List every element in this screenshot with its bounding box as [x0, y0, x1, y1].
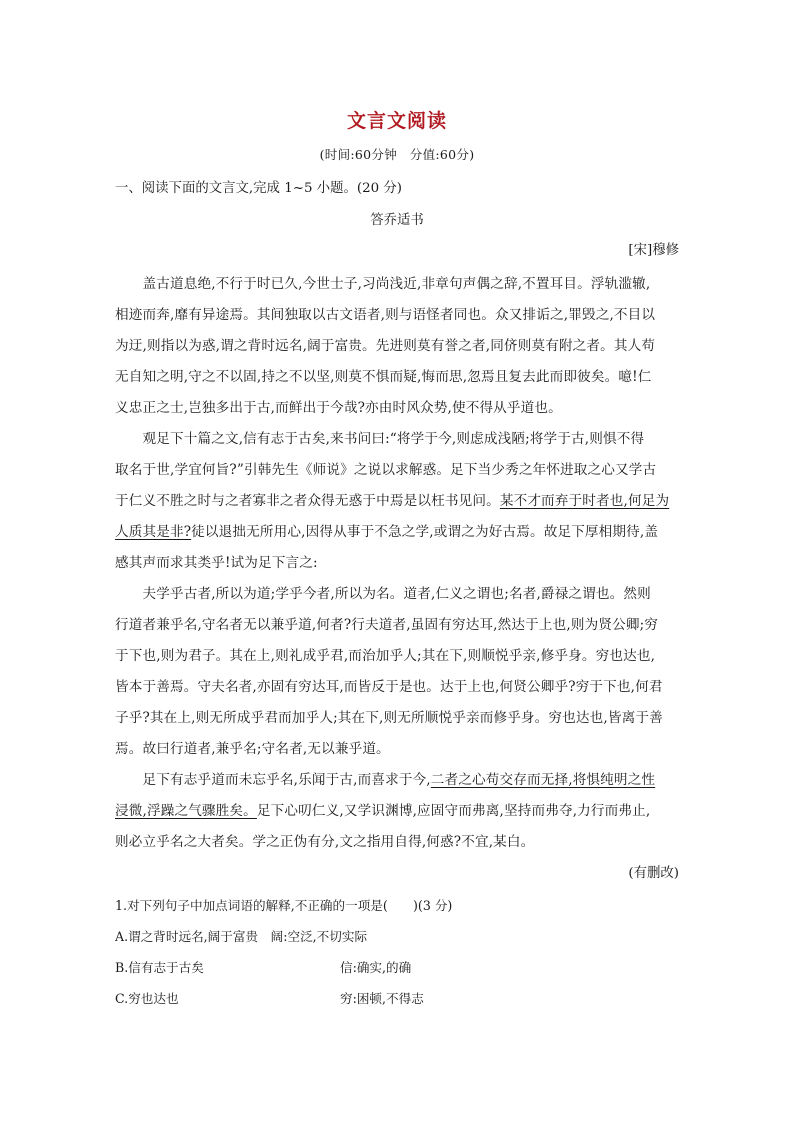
passage-line: 夫学乎古者,所以为道;学乎今者,所以为名。道者,仁义之谓也;名者,爵禄之谓也。然则: [115, 586, 651, 602]
passage-line: 盖古道息绝,不行于时已久,今世士子,习尚浅近,非章句声偶之辞,不置耳目。浮轨滥辙,: [115, 276, 651, 292]
passage-line: 皆本于善焉。守夫名者,亦固有穷达耳,而皆反于是也。达于上也,何贤公卿乎?穷于下也,何君: [115, 679, 663, 695]
passage-line: 感其声而求其类乎!试为足下言之:: [115, 555, 318, 571]
passage-text: 足下有志乎道而未忘乎名,乐闻于古,而喜求于今,: [115, 772, 431, 788]
passage-line: [115, 489, 669, 509]
passage-line: 义忠正之士,岂独多出于古,而鲜出于今哉?亦由时风众势,使不得从乎道也。: [115, 400, 562, 416]
passage-line: 观足下十篇之文,信有志于古矣,来书问曰:“将学于今,则虑成浅陋;将学于古,则惧不得: [115, 431, 645, 447]
passage-line: [115, 799, 650, 819]
page-title: 文言文阅读: [346, 110, 447, 132]
passage-line: 行道者兼乎名,守名者无以兼乎道,何者?行夫道者,虽固有穷达耳,然达于上也,则为贤公卿;穷: [115, 617, 659, 633]
passage-line: 子乎?其在上,则无所成乎君而加乎人;其在下,则无所顺悦乎亲而修乎身。穷也达也,皆离于善: [115, 710, 663, 726]
essay-author: [宋]穆修: [628, 243, 679, 258]
option-c-explain: 穷:困顿,不得志: [340, 991, 424, 1006]
passage-line: 则必立乎名之大者矣。学之正伪有分,文之指用自得,何惑?不宜,某白。: [115, 834, 535, 850]
passage-line: [115, 520, 658, 540]
passage-line: 焉。故曰行道者,兼乎名;守名者,无以兼乎道。: [115, 741, 390, 757]
option-a: A.谓之背时远名,阔于富贵 阔:空泛,不切实际: [115, 929, 368, 944]
passage-text: 于仁义不胜之时与之者寡非之者众得无惑于中焉是以枉书见问。: [115, 493, 500, 509]
edit-note: (有删改): [628, 866, 679, 881]
essay-title: 答乔适书: [370, 213, 424, 228]
underlined-sentence: 人质其是非?: [115, 524, 192, 540]
passage-line: 为迂,则指以为惑,谓之背时远名,阔于富贵。先进则莫有誉之者,同侪则莫有附之者。其人苟: [115, 338, 656, 354]
option-c: C.穷也达也: [115, 991, 179, 1006]
underlined-sentence: 浸微,浮躁之气骤胜矣。: [115, 803, 257, 819]
passage-text: 足下心叨仁义,又学识渊博,应固守而弗离,坚持而弗夺,力行而弗止,: [256, 803, 651, 819]
underlined-sentence: 某不才而弃于时者也,何足为: [499, 493, 670, 509]
option-b-explain: 信:确实,的确: [340, 960, 412, 975]
section-intro: 一、阅读下面的文言文,完成 1~5 小题。(20 分): [115, 181, 403, 196]
passage-line: [115, 768, 655, 788]
exam-meta: (时间:60分钟 分值:60分): [319, 147, 475, 162]
passage-line: 于下也,则为君子。其在上,则礼成乎君,而治加乎人;其在下,则顺悦乎亲,修乎身。穷也达也,: [115, 648, 656, 664]
passage-line: 相迹而奔,靡有异途焉。其间独取以古文语者,则与语怪者同也。众又排诟之,罪毁之,不目以: [115, 307, 656, 323]
passage-text: 徒以退拙无所用心,因得从事于不急之学,或谓之为好古焉。故足下厚相期待,盖: [191, 524, 659, 540]
question-stem: 1.对下列句子中加点词语的解释,不正确的一项是( )(3 分): [115, 898, 453, 913]
underlined-sentence: 二者之心苟交存而无择,将惧纯明之性: [430, 772, 656, 788]
option-b: B.信有志于古矣: [115, 960, 204, 975]
passage-line: 无自知之明,守之不以固,持之不以坚,则莫不惧而疑,悔而思,忽焉且复去此而即彼矣。噫!仁: [115, 369, 652, 385]
passage-line: 取名于世,学宜何旨?”引韩先生《师说》之说以求解惑。足下当少秀之年怀进取之心又学古: [115, 462, 657, 478]
